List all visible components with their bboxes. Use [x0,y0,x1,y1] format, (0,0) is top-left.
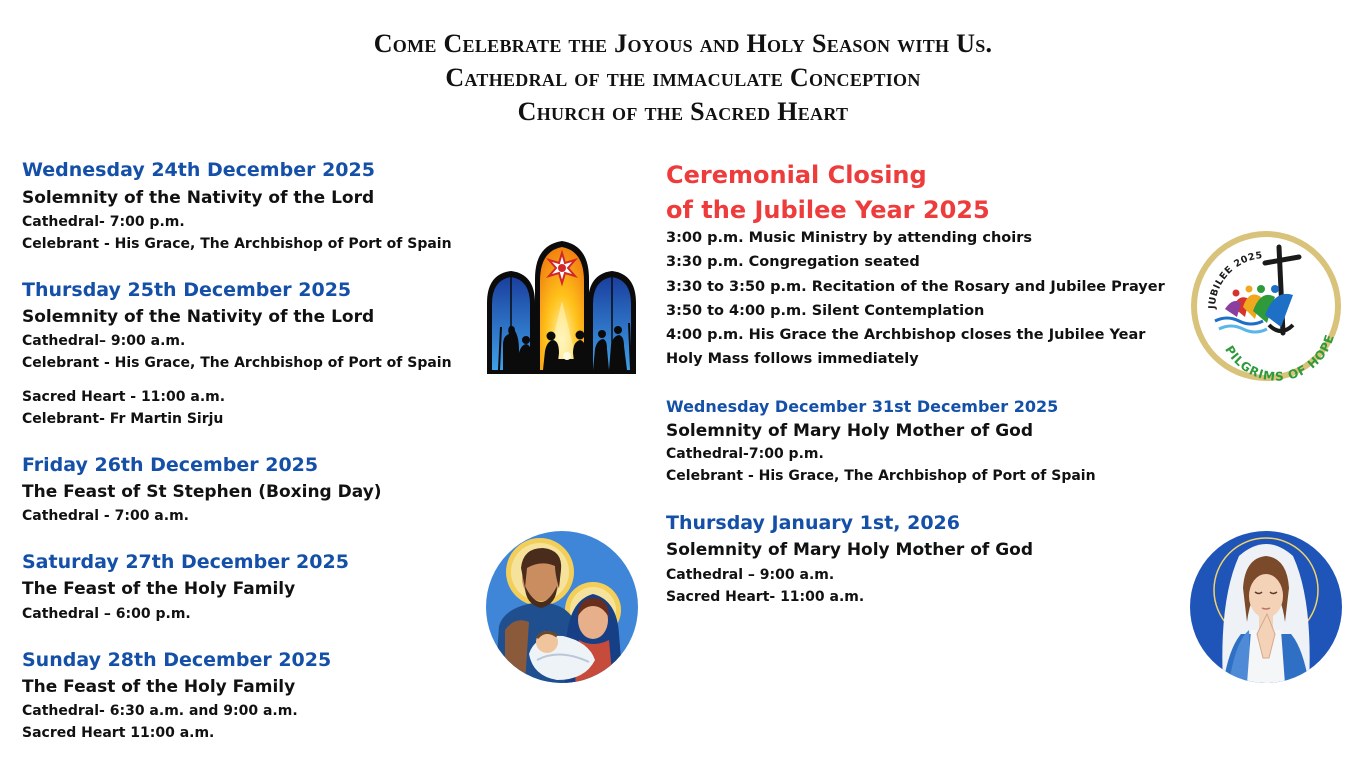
event-date: Thursday 25th December 2025 [22,279,352,301]
logo-top-text: JUBILEE 2025 [1206,250,1264,310]
event-date: Sunday 28th December 2025 [22,649,332,671]
event-detail: Celebrant- Fr Martin Sirju [22,411,224,427]
header-line-3: Church of the Sacred Heart [517,97,849,126]
event-date: Saturday 27th December 2025 [22,551,349,573]
closing-item: Holy Mass follows immediately [666,351,919,367]
event-detail: Sacred Heart- 11:00 a.m. [666,589,865,605]
event-date: Thursday January 1st, 2026 [666,512,960,534]
event-detail: Cathedral - 7:00 a.m. [22,508,189,524]
event-detail: Celebrant - His Grace, The Archbishop of Port of Spain [22,355,452,371]
closing-item: 3:50 to 4:00 p.m. Silent Contemplation [666,303,985,319]
header-line-2: Cathedral of the immaculate Conception [445,63,921,92]
event-detail: Sacred Heart - 11:00 a.m. [22,389,226,405]
event-date: Friday 26th December 2025 [22,454,319,476]
page-header [0,27,1366,129]
event-date: Wednesday December 31st December 2025 [666,397,1059,416]
event-date: Wednesday 24th December 2025 [22,159,375,181]
closing-title-line-2: of the Jubilee Year 2025 [666,196,990,224]
logo-bottom-text: PILGRIMS OF HOPE [1222,332,1337,383]
event-detail: Sacred Heart 11:00 a.m. [22,725,215,741]
event-feast: The Feast of the Holy Family [22,579,296,599]
event-feast: Solemnity of Mary Holy Mother of God [666,540,1034,560]
virgin-mary-icon [1189,530,1343,684]
closing-item: 3:30 p.m. Congregation seated [666,254,920,270]
jubilee-logo-icon [1189,229,1343,383]
event-detail: Celebrant - His Grace, The Archbishop of Port of Spain [22,236,452,252]
event-feast: Solemnity of Mary Holy Mother of God [666,421,1034,441]
event-detail: Cathedral – 9:00 a.m. [666,567,835,583]
event-feast: Solemnity of the Nativity of the Lord [22,188,375,208]
event-feast: The Feast of the Holy Family [22,677,296,697]
event-detail: Cathedral- 7:00 p.m. [22,214,185,230]
nativity-window-icon [485,241,638,374]
event-detail: Cathedral– 9:00 a.m. [22,333,186,349]
header-line-1: Come Celebrate the Joyous and Holy Season with Us. [373,29,993,58]
event-feast: Solemnity of the Nativity of the Lord [22,307,375,327]
closing-title-line-1: Ceremonial Closing [666,161,927,189]
event-detail: Cathedral-7:00 p.m. [666,446,824,462]
holy-family-icon [485,530,639,684]
event-detail: Cathedral – 6:00 p.m. [22,606,191,622]
closing-item: 3:30 to 3:50 p.m. Recitation of the Rosary and Jubilee Prayer [666,279,1165,295]
closing-item: 3:00 p.m. Music Ministry by attending choirs [666,230,1032,246]
event-detail: Celebrant - His Grace, The Archbishop of Port of Spain [666,468,1096,484]
closing-item: 4:00 p.m. His Grace the Archbishop closes the Jubilee Year [666,327,1146,343]
event-feast: The Feast of St Stephen (Boxing Day) [22,482,382,502]
event-detail: Cathedral- 6:30 a.m. and 9:00 a.m. [22,703,298,719]
